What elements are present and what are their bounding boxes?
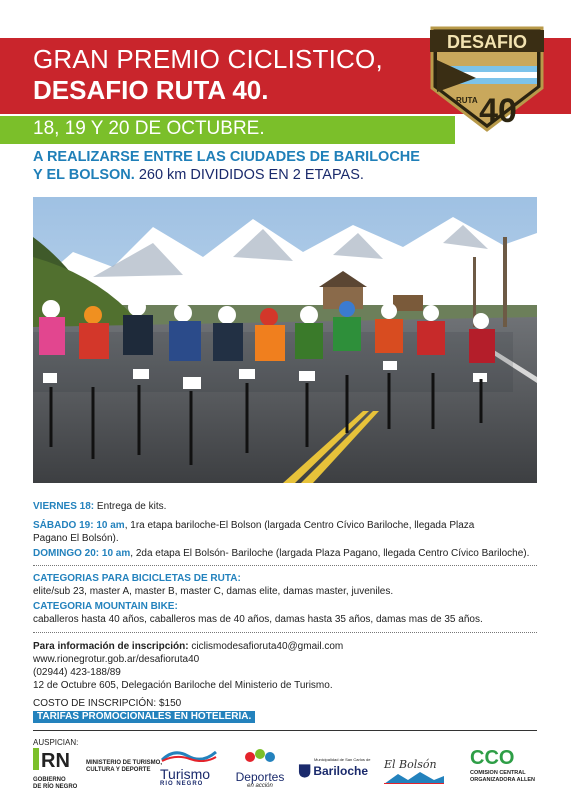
phone: (02944) 423-188/89 (33, 667, 121, 678)
divider (33, 565, 537, 566)
sponsor-turismo: Turismo RIO NEGRO (160, 748, 222, 794)
subtitle-line1: A REALIZARSE ENTRE LAS CIUDADES DE BARILOCHE (33, 149, 420, 165)
badge-word: DESAFIO (446, 32, 528, 52)
web-link[interactable]: www.rionegrotur.gob.ar/desafioruta40 (33, 654, 200, 665)
schedule-domingo: DOMINGO 20: 10 am, 2da etapa El Bolsón- Bariloche (largada Plaza Pagano, llegada Centro Cívico Bariloche). (33, 548, 530, 559)
email-link[interactable]: ciclismodesafioruta40@gmail.com (188, 641, 344, 652)
bariloche-shield-icon (298, 763, 311, 779)
rn-logo-icon (33, 748, 69, 770)
sponsor-rio-negro: RN GOBIERNO DE RÍO NEGRO (33, 750, 78, 790)
sponsors-label: AUSPICIAN: (33, 738, 79, 747)
category-ruta-text: elite/sub 23, master A, master B, master C, damas elite, damas master, juveniles. (33, 586, 394, 597)
cyclists-photo (33, 197, 537, 483)
sponsor-cco: CCO COMISION CENTRAL ORGANIZADORA ALLEN (470, 747, 535, 783)
tarifas-badge: TARIFAS PROMOCIONALES EN HOTELERÍA. (33, 711, 255, 723)
category-ruta-label: CATEGORIAS PARA BICICLETAS DE RUTA: (33, 573, 241, 584)
info-inscripcion: Para información de inscripción: ciclismodesafioruta40@gmail.com (33, 641, 344, 652)
page-title-line2: DESAFIO RUTA 40. (33, 75, 269, 105)
divider (33, 632, 537, 633)
subtitle-rest: 260 km DIVIDIDOS EN 2 ETAPAS. (134, 167, 364, 183)
schedule-sabado: SÁBADO 19: 10 am, 1ra etapa bariloche-El Bolson (largada Centro Cívico Bariloche, llegada Plaza (33, 520, 475, 531)
category-mtb-label: CATEGORIA MOUNTAIN BIKE: (33, 601, 178, 612)
sponsor-el-bolson: El Bolsón (384, 748, 454, 794)
category-mtb-text: caballeros hasta 40 años, caballeros mas de 40 años, damas hasta 35 años, damas mas de 35 años. (33, 614, 483, 625)
page-title-line1: GRAN PREMIO CICLISTICO, (33, 44, 383, 74)
mountain-icon (384, 772, 444, 784)
deportes-star-icon (240, 748, 280, 766)
cost: COSTO DE INSCRIPCIÓN: $150 (33, 698, 182, 709)
sponsor-ministerio: MINISTERIO DE TURISMO, CULTURA Y DEPORTE (86, 760, 163, 773)
badge-small: RUTA (456, 96, 478, 105)
schedule-sabado-cont: Pagano El Bolsón). (33, 533, 119, 544)
sponsor-bariloche: Municipalidad de San Carlos de Bariloche (298, 748, 368, 794)
subtitle-highlight: Y EL BOLSON. (33, 167, 135, 183)
turismo-wave-icon (160, 748, 218, 762)
svg-text:RN: RN (41, 750, 69, 770)
address: 12 de Octubre 605, Delegación Bariloche del Ministerio de Turismo. (33, 680, 333, 691)
sponsor-deportes: Deportes en acción (232, 748, 288, 794)
event-dates: 18, 19 Y 20 DE OCTUBRE. (33, 118, 265, 139)
divider (33, 730, 537, 731)
badge-number: 40 (479, 92, 517, 130)
desafio-ruta40-logo (428, 26, 546, 134)
subtitle (33, 148, 473, 184)
schedule-viernes: VIERNES 18: Entrega de kits. (33, 501, 167, 512)
